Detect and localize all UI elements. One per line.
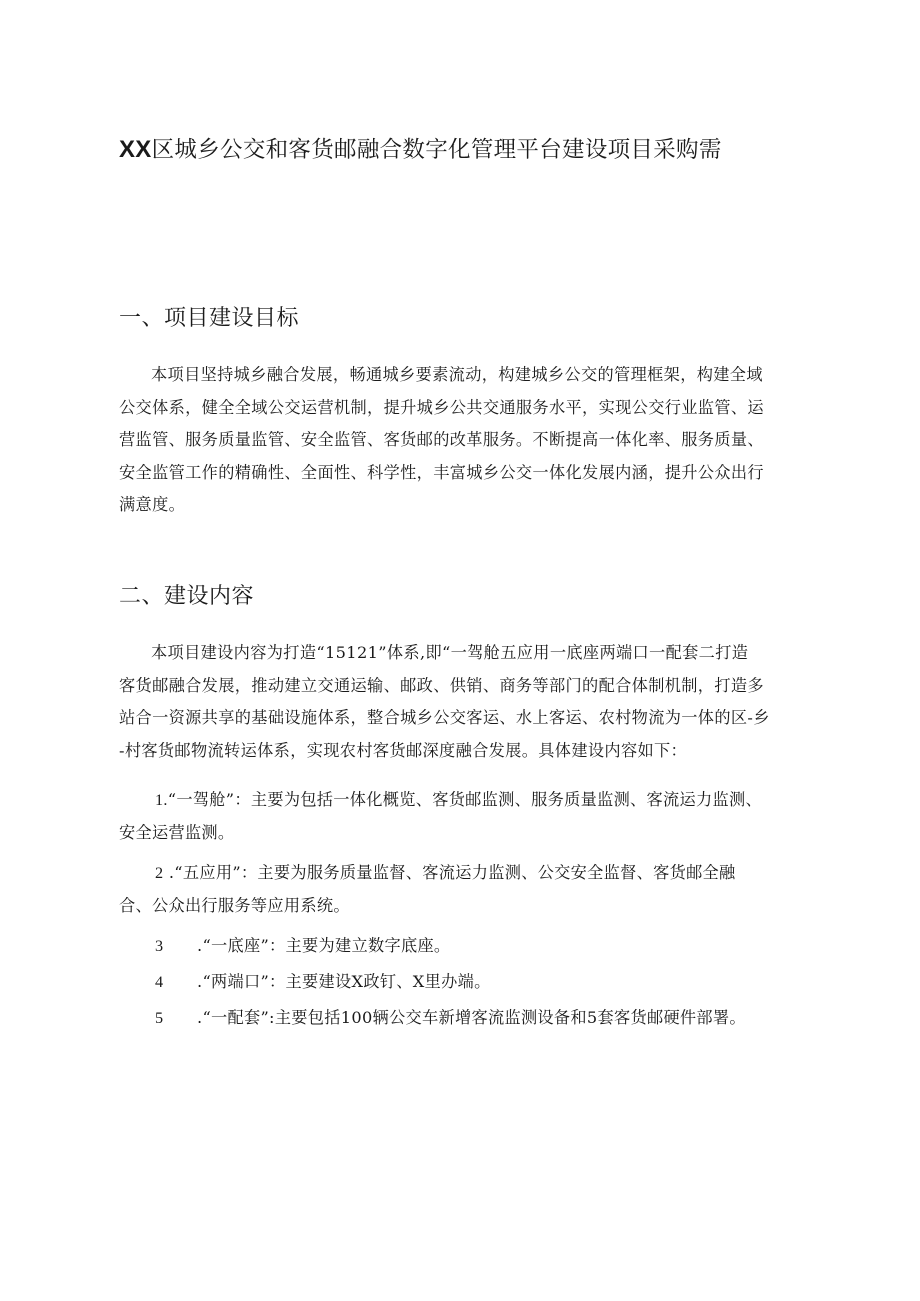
list-item-number: 1. — [155, 791, 168, 809]
list-item-text: .“两端口”：主要建设X政钉、X里办端。 — [197, 972, 491, 991]
list-item — [119, 784, 819, 849]
list-item-text: “一驾舱”：主要为包括一体化概览、客货邮监测、服务质量监测、客流运力监测、 — [167, 790, 762, 809]
list-item — [119, 1002, 819, 1035]
paragraph-line: 营监管、服务质量监管、安全监管、客货邮的改革服务。不断提高一体化率、服务质量、 — [119, 430, 764, 449]
paragraph-line: 本项目坚持城乡融合发展，畅通城乡要素流动，构建城乡公交的管理框架，构建全域 — [151, 365, 763, 384]
list-item-text: 合、公众出行服务等应用系统。 — [119, 895, 350, 915]
section-heading-goals: 一、项目建设目标 — [119, 306, 300, 331]
list-item-text: .“五应用”：主要为服务质量监督、客流运力监测、公交安全监督、客货邮全融 — [163, 863, 736, 882]
list-item-number: 2 — [155, 864, 164, 882]
list-item — [119, 857, 819, 922]
list-item — [119, 966, 819, 999]
section-paragraph-goals — [119, 359, 807, 522]
title-text: 区城乡公交和客货邮融合数字化管理平台建设项目采购需 — [151, 137, 722, 163]
paragraph-line: -村客货邮物流转运体系，实现农村客货邮深度融合发展。具体建设内容如下： — [119, 740, 688, 760]
document-title — [119, 134, 819, 166]
list-item-text: .“一底座”：主要为建立数字底座。 — [197, 936, 451, 955]
list-item-text: .“一配套”:主要包括100辆公交车新增客流监测设备和5套客货邮硬件部署。 — [197, 1008, 746, 1027]
paragraph-line: 站合一资源共享的基础设施体系，整合城乡公交客运、水上客运、农村物流为一体的区-乡 — [119, 708, 770, 727]
paragraph-line: 满意度。 — [119, 495, 186, 514]
list-item — [119, 930, 819, 963]
list-item-number: 5 — [155, 1009, 164, 1027]
paragraph-line: 客货邮融合发展，推动建立交通运输、邮政、供销、商务等部门的配合体制机制，打造多 — [119, 675, 764, 695]
list-item-number: 4 — [155, 973, 164, 991]
paragraph-line: 公交体系，健全全域公交运营机制，提升城乡公共交通服务水平，实现公交行业监管、运 — [119, 397, 764, 417]
section-heading-content: 二、建设内容 — [119, 584, 255, 609]
paragraph-line: 安全监管工作的精确性、全面性、科学性，丰富城乡公交一体化发展内涵，提升公众出行 — [119, 462, 764, 482]
section-paragraph-content — [119, 637, 807, 767]
list-item-text: 安全运营监测。 — [119, 822, 235, 842]
paragraph-line: 本项目建设内容为打造“15121”体系,即“一驾舱五应用一底座两端口一配套二打造 — [151, 643, 749, 662]
title-prefix: XX — [119, 136, 152, 163]
list-item-number: 3 — [155, 937, 164, 955]
